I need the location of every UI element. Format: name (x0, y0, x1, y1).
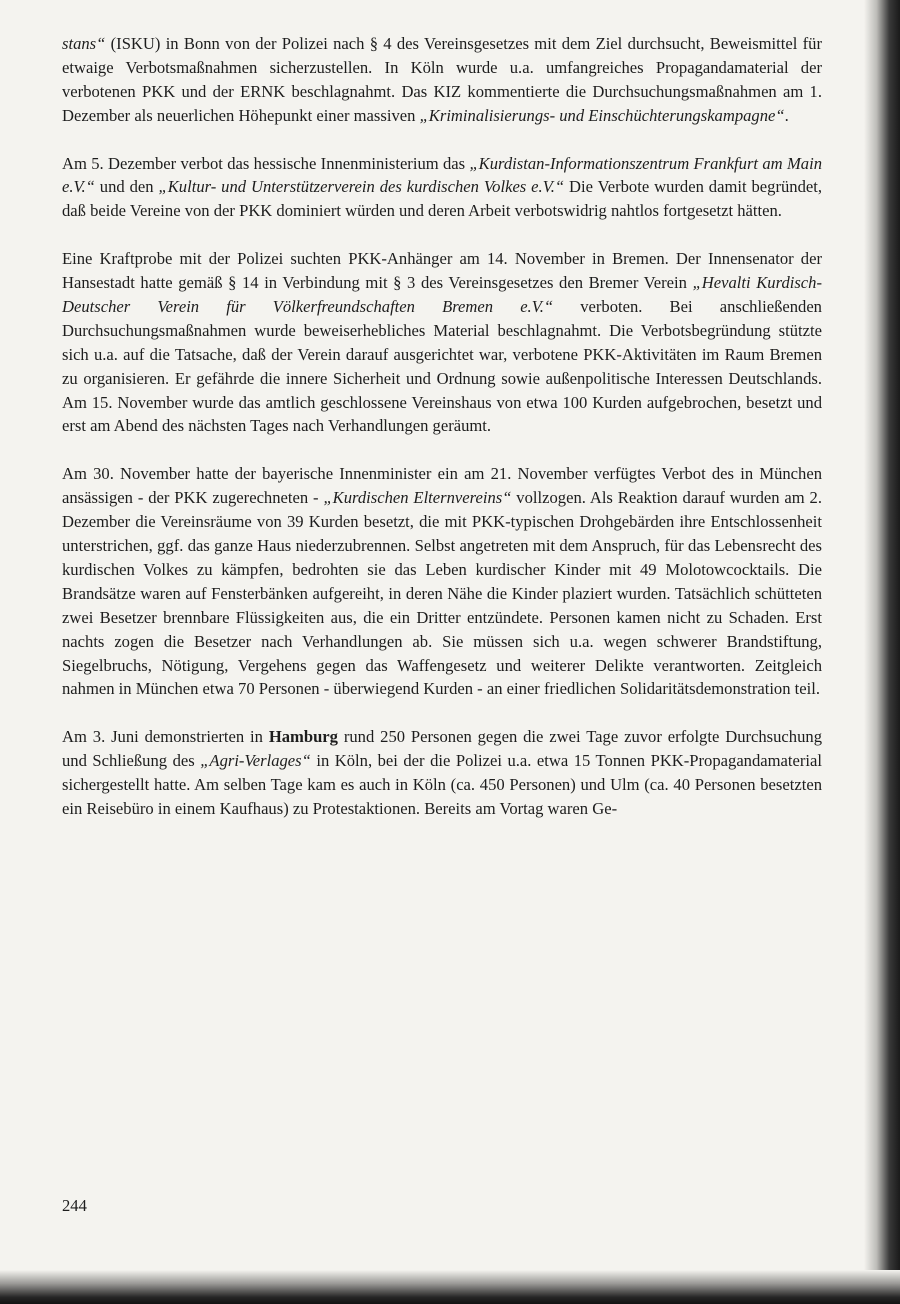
text-run: Am 30. November hatte der bayerische Innenminister ein am 21. November verfügtes Verbot des in München ansässigen - der PKK zugerechneten - (62, 464, 822, 508)
document-body (62, 32, 822, 845)
text-run: Am 3. Juni demonstrierten in (62, 727, 269, 747)
text-run: „Kriminalisierungs- und Einschüchterungskampagne“ (419, 105, 785, 125)
page-edge-shadow (864, 0, 900, 1304)
paragraph-isku-search (62, 32, 822, 128)
text-run: . (784, 105, 789, 125)
text-run: verboten. Bei anschließenden Durchsuchungsmaßnahmen wurde beweiserhebliches Material beschlagnahmt. Die Verbotsbegründung stützte sich u.a. auf die Tatsache, daß der Verein darauf ausgerichtet war, verbotene PKK-Aktivitäten im Raum Bremen zu organisieren. Er gefährde die innere Sicherheit und Ordnung sowie außenpolitische Interessen Deutschlands. Am 15. November wurde das amtlich geschlossene Vereinshaus von etwa 100 Kurden aufgebrochen, besetzt und erst am Abend des nächsten Tages nach Verhandlungen geräumt. (62, 296, 822, 436)
text-run: Die Verbote wurden damit begründet, daß beide Vereine von der PKK dominiert würden und deren Arbeit verbotswidrig nahtlos fortgesetzt hätten. (62, 177, 822, 221)
text-run: vollzogen. Als Reaktion darauf wurden am 2. Dezember die Vereinsräume von 39 Kurden besetzt, die mit PKK-typischen Drohgebärden ihre Entschlossenheit unterstrichen, ggf. das ganze Haus niederzubrennen. Selbst angetreten mit dem Anspruch, für das Lebensrecht des kurdischen Volkes zu kämpfen, bedrohten sie das Leben kurdischer Kinder mit 49 Molotowcocktails. Die Brandsätze waren auf Fensterbänken aufgereiht, in deren Nähe die Kinder plaziert wurden. Tatsächlich schütteten zwei Besetzer brennbare Flüssigkeiten aus, die ein Dritter entzündete. Personen kamen nicht zu Schaden. Erst nachts zogen die Besetzer nach Verhandlungen ab. Sie müssen sich u.a. wegen schwerer Brandstiftung, Siegelbruchs, Nötigung, Vergehens gegen das Waffengesetz und weiterer Delikte verantworten. Zeitgleich nahmen in München etwa 70 Personen - überwiegend Kurden - an einer friedlichen Solidaritätsdemonstration teil. (62, 488, 823, 699)
paragraph-hessen-ban (62, 152, 822, 224)
text-run: Am 5. Dezember verbot das hessische Innenministerium das (62, 153, 470, 173)
text-run: „Kurdistan-Informationszentrum Frankfurt am Main e.V.“ (62, 153, 822, 197)
text-run: „Agri-Verlages“ (200, 751, 311, 771)
text-run: und den (94, 177, 159, 197)
paragraph-hamburg (62, 725, 822, 821)
page-number: 244 (62, 1196, 87, 1215)
text-run: (ISKU) in Bonn von der Polizei nach § 4 des Vereinsgesetzes mit dem Ziel durchsucht, Beweismittel für etwaige Verbotsmaßnahmen sicherzustellen. In Köln wurde u.a. umfangreiches Propagandamaterial der verbotenen PKK und der ERNK beschlagnahmt. Das KIZ kommentierte die Durchsuchungsmaßnahmen am 1. Dezember als neuerlichen Höhepunkt einer massiven (62, 34, 822, 125)
text-run: „Hevalti Kurdisch-Deutscher Verein für Völkerfreundschaften Bremen e.V.“ (62, 273, 822, 316)
paragraph-bremen (62, 247, 822, 438)
text-run: stans“ (62, 34, 106, 53)
paragraph-munich (62, 462, 822, 701)
text-run: rund 250 Personen gegen die zwei Tage zuvor erfolgte Durchsuchung und Schließung des (62, 727, 822, 771)
text-run: Eine Kraftprobe mit der Polizei suchten PKK-Anhänger am 14. November in Bremen. Der Innensenator der Hansestadt hatte gemäß § 14 in Verbindung mit § 3 des Vereinsgesetzes den Bremer Verein (62, 249, 822, 293)
text-run: „Kultur- und Unterstützerverein des kurdischen Volkes e.V.“ (158, 177, 565, 197)
text-run: Hamburg (268, 727, 338, 747)
page-edge-shadow-bottom (0, 1270, 900, 1304)
text-run: „Kurdischen Elternvereins“ (323, 488, 512, 508)
text-run: in Köln, bei der die Polizei u.a. etwa 15 Tonnen PKK-Propagandamaterial sichergestellt hatte. Am selben Tage kam es auch in Köln (ca. 450 Personen) und Ulm (ca. 40 Personen besetzten ein Reisebüro in einem Kaufhaus) zu Protestaktionen. Bereits am Vortag waren Ge- (62, 751, 823, 818)
